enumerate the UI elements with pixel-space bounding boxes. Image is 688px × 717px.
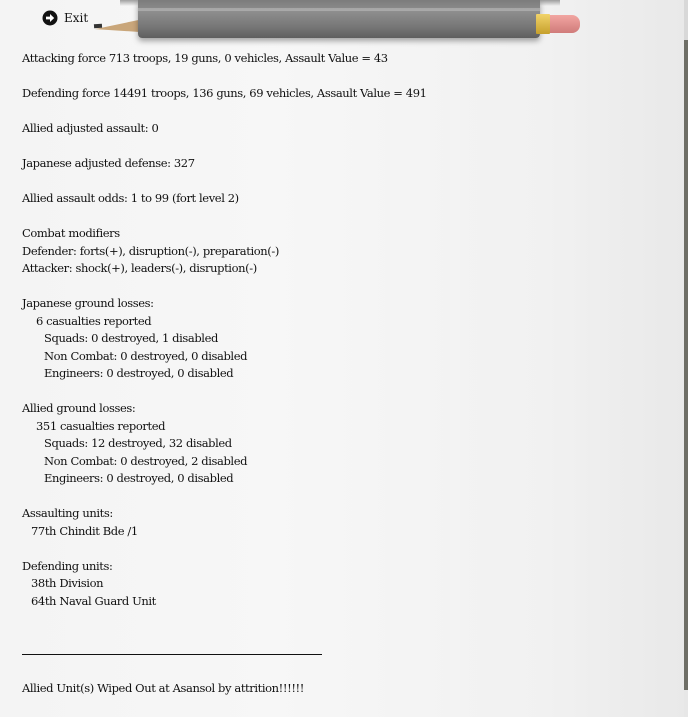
arrow-right-circle-icon [42, 10, 58, 26]
attacking-force-line: Attacking force 713 troops, 19 guns, 0 vehicles, Assault Value = 43 [22, 51, 388, 65]
paper-edge-top [684, 0, 688, 40]
pencil-lead [94, 24, 102, 29]
final-message: Allied Unit(s) Wiped Out at Asansol by attrition!!!!!! [22, 681, 304, 695]
allied-assault-odds-line: Allied assault odds: 1 to 99 (fort level 2) [22, 191, 239, 205]
japanese-non-combat-line: Non Combat: 0 destroyed, 0 disabled [44, 348, 248, 363]
defending-unit-item: 64th Naval Guard Unit [31, 593, 156, 608]
allied-squads-line: Squads: 12 destroyed, 32 disabled [44, 436, 232, 450]
defending-units-heading: Defending units: [22, 558, 113, 573]
report-divider [22, 654, 322, 655]
japanese-adjusted-defense-line: Japanese adjusted defense: 327 [22, 156, 195, 170]
allied-adjusted-assault-line: Allied adjusted assault: 0 [22, 121, 159, 135]
defender-modifiers-line: Defender: forts(+), disruption(-), preparation(-) [22, 243, 279, 258]
allied-casualties-line: 351 casualties reported [36, 418, 166, 433]
clipboard-clip-highlight [138, 8, 540, 11]
assaulting-unit-item: 77th Chindit Bde /1 [31, 523, 138, 538]
paper-edge [684, 40, 688, 690]
pencil-ferrule [536, 14, 550, 34]
defending-unit-item: 38th Division [31, 576, 104, 590]
combat-report [22, 50, 662, 610]
exit-label: Exit [64, 11, 89, 25]
pencil-eraser [550, 15, 580, 33]
exit-button[interactable] [42, 9, 88, 27]
attacker-modifiers-line: Attacker: shock(+), leaders(-), disruption(-) [22, 261, 257, 275]
combat-modifiers-heading: Combat modifiers [22, 226, 120, 240]
japanese-casualties-line: 6 casualties reported [36, 313, 152, 328]
allied-engineers-line: Engineers: 0 destroyed, 0 disabled [44, 471, 234, 485]
allied-non-combat-line: Non Combat: 0 destroyed, 2 disabled [44, 453, 248, 468]
defending-force-line: Defending force 14491 troops, 136 guns, 69 vehicles, Assault Value = 491 [22, 86, 427, 100]
japanese-engineers-line: Engineers: 0 destroyed, 0 disabled [44, 366, 234, 380]
japanese-squads-line: Squads: 0 destroyed, 1 disabled [44, 331, 218, 345]
japanese-losses-heading: Japanese ground losses: [22, 296, 154, 310]
clipboard-clip [138, 0, 540, 38]
allied-losses-heading: Allied ground losses: [22, 401, 136, 415]
assaulting-units-heading: Assaulting units: [22, 506, 113, 520]
